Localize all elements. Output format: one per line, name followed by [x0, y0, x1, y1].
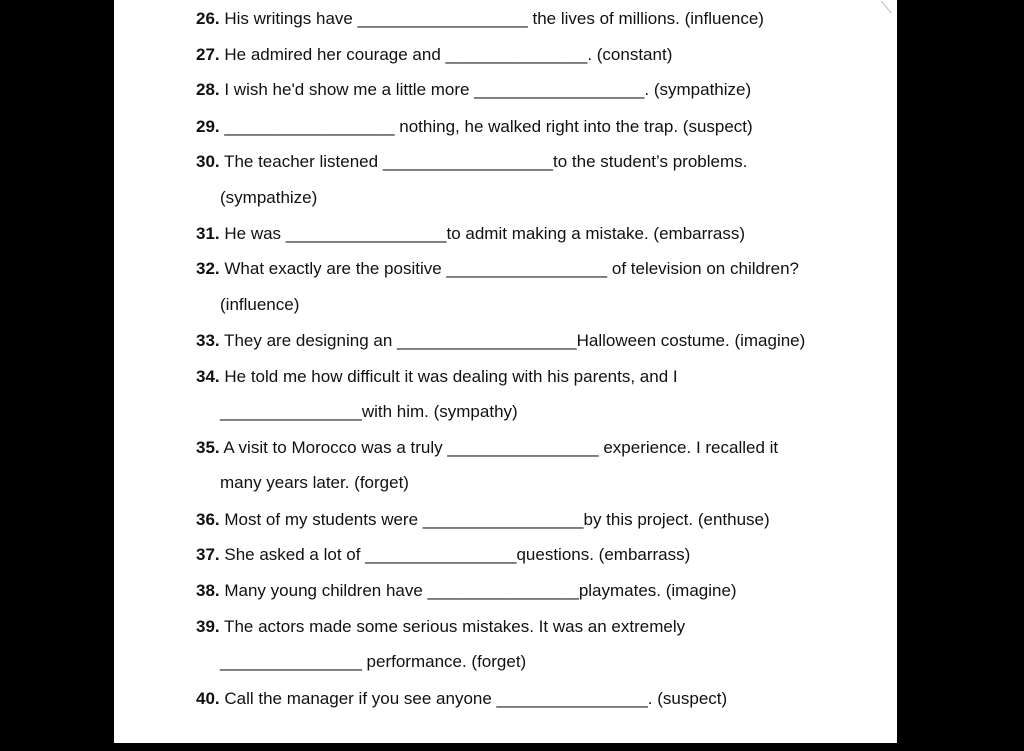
exercise-text: He admired her courage and _______________. (constant) — [219, 45, 673, 64]
exercise-line-continuation — [220, 295, 299, 315]
exercise-line — [196, 80, 751, 100]
exercise-text: A visit to Morocco was a truly ________________ experience. I recalled it — [219, 438, 779, 457]
exercise-number: 28. — [196, 80, 220, 99]
exercise-number: 34. — [196, 367, 220, 386]
exercise-line-continuation — [220, 402, 518, 422]
exercise-text: His writings have __________________ the lives of millions. (influence) — [219, 9, 764, 28]
exercise-text: Call the manager if you see anyone ________________. (suspect) — [219, 689, 728, 708]
exercise-number: 32. — [196, 259, 220, 278]
exercise-number: 29. — [196, 117, 220, 136]
exercise-number: 27. — [196, 45, 220, 64]
exercise-line — [196, 617, 685, 637]
exercise-line — [196, 117, 753, 137]
exercise-line-continuation — [220, 473, 409, 493]
exercise-line — [196, 259, 799, 279]
exercise-text: (influence) — [220, 295, 300, 314]
exercise-text: _______________with him. (sympathy) — [220, 402, 518, 421]
exercise-list — [114, 0, 897, 743]
exercise-text: (sympathize) — [220, 188, 318, 207]
exercise-text: She asked a lot of ________________questions. (embarrass) — [219, 545, 691, 564]
exercise-text: The teacher listened __________________to the student’s problems. — [219, 152, 748, 171]
exercise-number: 36. — [196, 510, 220, 529]
exercise-text: He told me how difficult it was dealing with his parents, and I — [219, 367, 678, 386]
worksheet-page — [114, 0, 897, 743]
exercise-line — [196, 367, 678, 387]
exercise-number: 30. — [196, 152, 220, 171]
exercise-line — [196, 45, 672, 65]
exercise-number: 37. — [196, 545, 220, 564]
exercise-number: 35. — [196, 438, 220, 457]
exercise-text: I wish he'd show me a little more __________________. (sympathize) — [219, 80, 752, 99]
exercise-text: Most of my students were _________________by this project. (enthuse) — [219, 510, 770, 529]
exercise-text: __________________ nothing, he walked right into the trap. (suspect) — [219, 117, 753, 136]
exercise-line — [196, 510, 770, 530]
exercise-text: They are designing an ___________________Halloween costume. (imagine) — [219, 331, 806, 350]
exercise-line — [196, 438, 778, 458]
exercise-line — [196, 152, 747, 172]
exercise-number: 31. — [196, 224, 220, 243]
exercise-text: He was _________________to admit making a mistake. (embarrass) — [219, 224, 746, 243]
exercise-line — [196, 545, 690, 565]
exercise-line — [196, 331, 805, 351]
exercise-text: What exactly are the positive _________________ of television on children? — [219, 259, 799, 278]
exercise-text: The actors made some serious mistakes. It was an extremely — [219, 617, 686, 636]
exercise-number: 39. — [196, 617, 220, 636]
exercise-number: 26. — [196, 9, 220, 28]
exercise-text: Many young children have ________________playmates. (imagine) — [219, 581, 737, 600]
exercise-number: 40. — [196, 689, 220, 708]
exercise-line — [196, 689, 727, 709]
exercise-line — [196, 224, 745, 244]
exercise-number: 38. — [196, 581, 220, 600]
exercise-text: _______________ performance. (forget) — [220, 652, 527, 671]
exercise-text: many years later. (forget) — [220, 473, 409, 492]
exercise-line-continuation — [220, 188, 317, 208]
exercise-number: 33. — [196, 331, 220, 350]
exercise-line — [196, 9, 764, 29]
exercise-line — [196, 581, 737, 601]
exercise-line-continuation — [220, 652, 526, 672]
